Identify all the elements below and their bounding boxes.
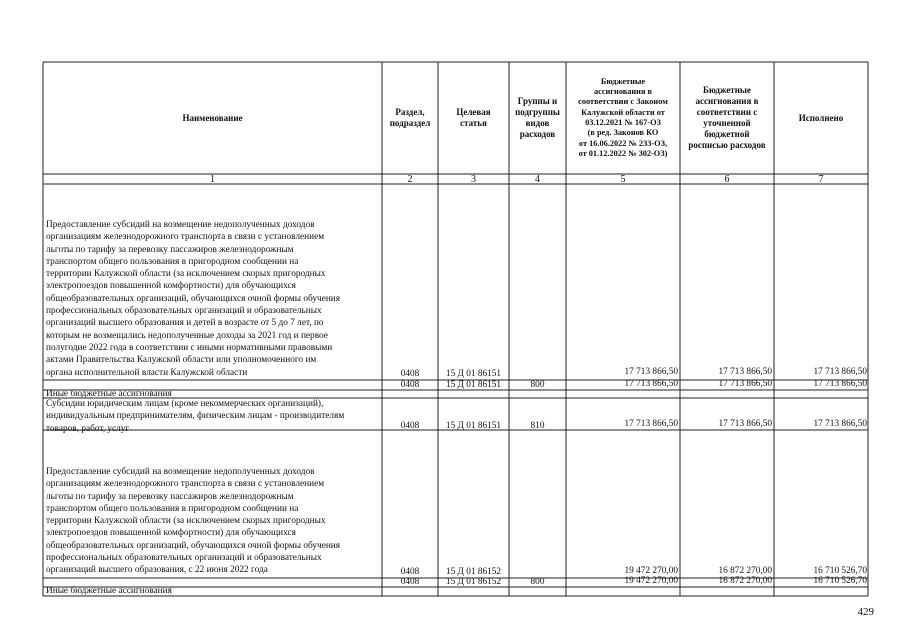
row5-target: 15 Д 01 86152 — [445, 577, 502, 587]
row3-budget-law: 17 713 866,50 — [624, 419, 678, 429]
header-budget-law: Бюджетные ассигнования в соответствии с Законом Калужской области от 03.12.2021 № 167-ОЗ (в ред. Законов КО от 16.06.2022 № 233-ОЗ, от 01.12.2022 № 302-ОЗ) — [578, 76, 668, 158]
col-number-3: 3 — [471, 174, 476, 185]
row4-section: 0408 — [400, 567, 420, 577]
col-number-5: 5 — [620, 174, 626, 185]
col-number-4: 4 — [535, 174, 540, 185]
row5-budget-refined: 16 872 270,00 — [718, 576, 772, 586]
row4-target: 15 Д 01 86152 — [445, 567, 502, 577]
page-number: 429 — [857, 606, 874, 618]
header-executed: Исполнено — [798, 112, 844, 123]
row4-budget-law: 19 472 270,00 — [624, 566, 678, 576]
row3-budget-refined: 17 713 866,50 — [718, 419, 772, 429]
row1-budget-refined: 17 713 866,50 — [718, 367, 772, 377]
row5-group: 800 — [530, 577, 545, 587]
header-target: Целевая статья — [456, 107, 491, 128]
row2-name: Иные бюджетные ассигнования — [46, 389, 172, 399]
row4-budget-refined: 16 872 270,00 — [718, 566, 772, 576]
row5-budget-law: 19 472 270,00 — [624, 576, 678, 586]
header-groups: Группы и подгруппы видов расходов — [515, 96, 560, 139]
col-number-7: 7 — [818, 174, 824, 185]
row3-target: 15 Д 01 86151 — [445, 421, 502, 431]
row2-section: 0408 — [400, 380, 420, 390]
row2-executed: 17 713 866,50 — [813, 379, 867, 389]
row5-name: Иные бюджетные ассигнования — [46, 586, 172, 596]
row4-executed: 16 710 526,70 — [813, 566, 867, 576]
row1-target: 15 Д 01 86151 — [445, 369, 502, 379]
row1-name: Предоставление субсидий на возмещение недополученных доходов организациям железнодорожного транспорта в связи с установлением льготы по тарифу за перевозку пассажиров железнодорожным транспортом общего пользования в пригородном сообщении на территории Калужской области (за исключением скорых пригородных электропоездов повышенной комфортности) для обучающихся общеобразовательных организаций, обучающихся очной формы обучения профессиональных образовательных организаций и образовательных организаций высшего образования и детей в возрасте от 5 до 7 лет, по которым не возмещались недополученные доходы за 2021 год и первое полугодие 2022 года в соответствии с иными нормативными правовыми актами Правительства Калужской области или уполномоченного им органа исполнительной власти Калужской области — [46, 220, 341, 378]
row3-name: Субсидии юридическим лицам (кроме некоммерческих организаций), индивидуальным предпринимателям, физическим лицам - производителям товаров, работ, услуг — [46, 399, 345, 434]
row5-executed: 16 710 526,70 — [813, 576, 867, 586]
row1-section: 0408 — [400, 369, 420, 379]
header-section: Раздел, подраздел — [389, 107, 431, 128]
row3-group: 810 — [530, 421, 545, 431]
row4-name: Предоставление субсидий на возмещение недополученных доходов организациям железнодорожного транспорта в связи с установлением льготы по тарифу за перевозку пассажиров железнодорожным транспортом общего пользования в пригородном сообщении на территории Калужской области (за исключением скорых пригородных электропоездов повышенной комфортности) для обучающихся общеобразовательных организаций, обучающихся очной формы обучения профессиональных образовательных организаций и образовательных организаций высшего образования, с 22 июня 2022 года — [46, 467, 341, 576]
col-number-6: 6 — [724, 174, 730, 185]
row3-executed: 17 713 866,50 — [813, 419, 867, 429]
row2-group: 800 — [530, 380, 545, 390]
header-budget-refined: Бюджетные ассигнования в соответствии с уточненной бюджетной росписью расходов — [688, 85, 766, 150]
header-name: Наименование — [182, 112, 243, 123]
row2-target: 15 Д 01 86151 — [445, 380, 502, 390]
row2-budget-law: 17 713 866,50 — [624, 379, 678, 389]
row3-section: 0408 — [400, 421, 420, 431]
col-number-1: 1 — [210, 174, 215, 185]
row5-section: 0408 — [400, 577, 420, 587]
row2-budget-refined: 17 713 866,50 — [718, 379, 772, 389]
row1-budget-law: 17 713 866,50 — [624, 367, 678, 377]
row1-executed: 17 713 866,50 — [813, 367, 867, 377]
col-number-2: 2 — [407, 174, 413, 185]
